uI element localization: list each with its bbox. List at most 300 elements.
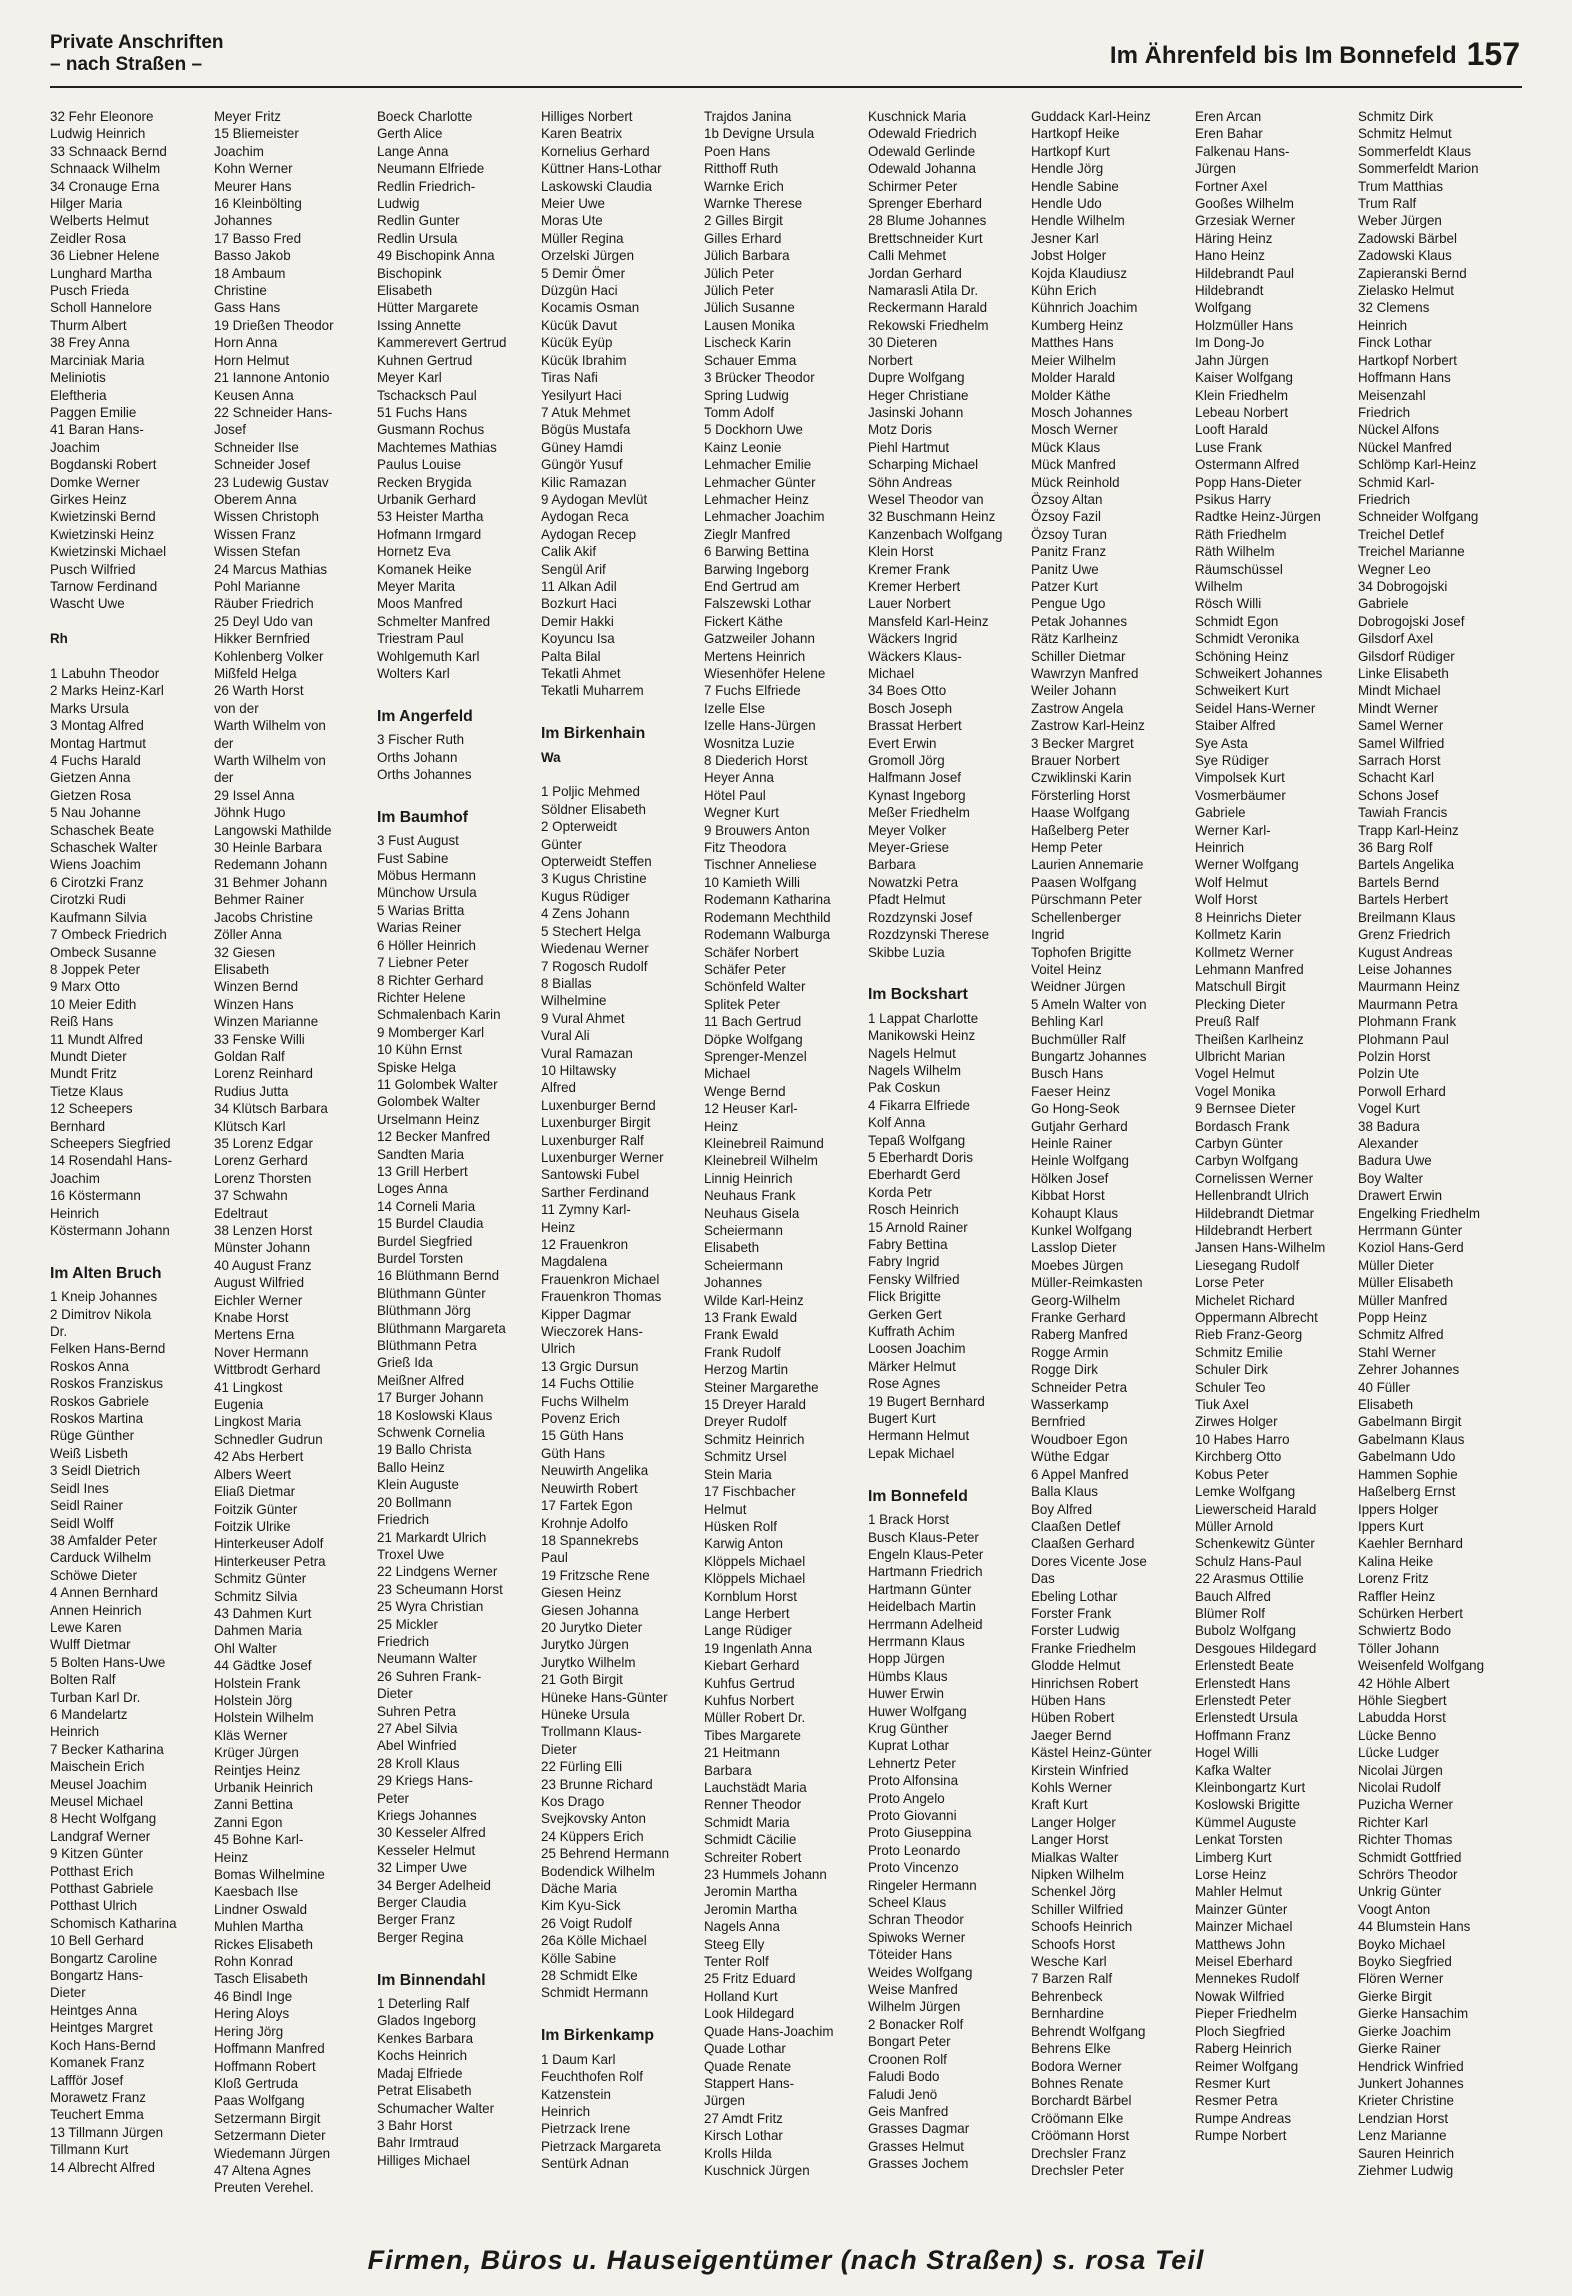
directory-entry: Erlenstedt Beate: [1194, 1658, 1294, 1674]
directory-entry: Blümer Rolf: [1194, 1605, 1265, 1621]
directory-entry: 44 Blumstein Hans: [1358, 1919, 1471, 1935]
directory-entry: Gierke Joachim: [1358, 2023, 1452, 2039]
directory-entry: Ritthoff Ruth: [704, 161, 779, 177]
directory-entry: Lindner Oswald: [213, 1901, 307, 1917]
directory-entry: Sprenger-Menzel: [704, 1048, 807, 1064]
directory-entry: 13 Grgic Dursun: [540, 1358, 639, 1374]
directory-entry: Zastrow Karl-Heinz: [1031, 718, 1146, 734]
directory-entry: Kohls Werner: [1031, 1780, 1113, 1795]
directory-entry: Luxenburger Birgit: [540, 1115, 651, 1131]
directory-entry: Luxenburger Ralf: [540, 1132, 644, 1148]
directory-entry: Czwiklinski Karin: [1031, 770, 1132, 786]
directory-entry: Schäfer Peter: [704, 961, 787, 977]
directory-entry: Tepaß Wolfgang: [867, 1132, 966, 1148]
directory-entry: Hoffmann Franz: [1194, 1727, 1291, 1743]
directory-entry: Kainz Leonie: [704, 439, 782, 455]
directory-entry: Eren Bahar: [1194, 126, 1263, 142]
directory-entry: Meißner Alfred: [377, 1372, 465, 1388]
directory-entry: Finck Lothar: [1358, 335, 1433, 351]
directory-entry: Michael: [867, 666, 914, 681]
directory-entry: 17 Basso Fred: [213, 230, 301, 246]
directory-entry: Stahl Werner: [1358, 1344, 1437, 1360]
directory-entry: Wolf Helmut: [1194, 874, 1268, 890]
directory-entry: Barbara: [704, 1762, 752, 1778]
directory-entry: Kenkes Barbara: [377, 2030, 474, 2046]
directory-entry: Izelle Hans-Jürgen: [704, 718, 816, 734]
directory-entry: Hinrichsen Robert: [1031, 1675, 1139, 1691]
directory-entry: Holstein Wilhelm: [213, 1710, 314, 1726]
directory-entry: Warnke Therese: [704, 196, 803, 212]
directory-entry: Franke Gerhard: [1031, 1310, 1126, 1326]
directory-entry: Sauren Heinrich: [1358, 2145, 1455, 2161]
directory-entry: Elisabeth: [1358, 1397, 1414, 1413]
directory-column: [1031, 108, 1189, 2198]
directory-entry: Tomm Adolf: [704, 404, 775, 420]
directory-entry: 8 Joppek Peter: [50, 961, 141, 977]
directory-entry: Hüsken Rolf: [704, 1518, 778, 1534]
directory-entry: Paul: [540, 1550, 568, 1566]
directory-entry: Liewerscheid Harald: [1194, 1501, 1317, 1517]
directory-entry: Keusen Anna: [213, 387, 294, 403]
directory-entry: Proto Alfonsina: [867, 1773, 958, 1789]
directory-entry: Breilmann Klaus: [1358, 909, 1456, 925]
directory-entry: Theißen Karlheinz: [1194, 1031, 1304, 1047]
directory-entry: Cröömann Horst: [1031, 2128, 1130, 2144]
directory-entry: 19 Bugert Bernhard: [867, 1393, 985, 1409]
street-subheading: Rh: [50, 631, 68, 647]
directory-entry: Krohnje Adolfo: [540, 1515, 628, 1531]
directory-entry: 26 Voigt Rudolf: [540, 1915, 632, 1931]
directory-entry: Kleinebreil Wilhelm: [704, 1153, 819, 1169]
directory-entry: Räumschüssel: [1194, 561, 1283, 577]
directory-entry: Schönfeld Walter: [704, 979, 806, 995]
directory-entry: 1 Labuhn Theodor: [50, 666, 160, 681]
directory-entry: Molder Käthe: [1031, 387, 1111, 403]
directory-entry: Kornblum Horst: [704, 1588, 798, 1604]
directory-entry: Vural Ali: [540, 1028, 590, 1044]
directory-entry: Goldan Ralf: [213, 1048, 285, 1064]
directory-entry: Forster Frank: [1031, 1605, 1112, 1621]
directory-entry: Eleftheria: [50, 387, 107, 403]
directory-entry: Dreyer Rudolf: [704, 1414, 787, 1430]
directory-entry: Jansen Hans-Wilhelm: [1194, 1240, 1326, 1256]
directory-entry: [541, 766, 696, 783]
directory-entry: Wasserkamp: [1031, 1397, 1109, 1413]
directory-entry: Morawetz Franz: [50, 2089, 146, 2105]
directory-entry: Kobus Peter: [1194, 1466, 1269, 1482]
directory-entry: Fensky Wilfried: [867, 1271, 960, 1287]
directory-entry: Müller-Reimkasten: [1031, 1275, 1143, 1291]
directory-entry: Däche Maria: [540, 1881, 617, 1897]
directory-entry: Schirmer Peter: [867, 178, 958, 194]
directory-entry: Gabriele: [1358, 596, 1410, 612]
directory-entry: Bartels Angelika: [1358, 857, 1455, 873]
directory-entry: Kläs Werner: [213, 1727, 287, 1743]
directory-entry: Tasch Elisabeth: [213, 1971, 308, 1987]
directory-entry: Kollmetz Werner: [1194, 944, 1294, 960]
directory-entry: Laurien Annemarie: [1031, 857, 1144, 873]
directory-entry: Im Dong-Jo: [1194, 335, 1265, 351]
directory-entry: 3 Brücker Theodor: [704, 370, 815, 386]
directory-entry: Trum Matthias: [1358, 178, 1444, 194]
directory-entry: Blüthmann Margareta: [377, 1320, 506, 1336]
directory-entry: Schulz Hans-Paul: [1194, 1553, 1302, 1569]
directory-entry: Gerken Gert: [867, 1306, 942, 1322]
directory-entry: Heinle Rainer: [1031, 1135, 1113, 1151]
directory-entry: Schweikert Johannes: [1194, 666, 1323, 681]
directory-entry: Frauenkron Thomas: [540, 1289, 661, 1305]
directory-entry: Pfadt Helmut: [867, 892, 946, 908]
directory-entry: Kohn Werner: [213, 161, 293, 177]
directory-entry: Petak Johannes: [1031, 613, 1128, 629]
directory-entry: Recken Brygida: [377, 474, 472, 490]
directory-entry: Nagels Helmut: [867, 1045, 956, 1061]
directory-entry: Wäckers Klaus-: [867, 648, 962, 664]
directory-entry: Klütsch Karl: [213, 1118, 285, 1134]
directory-entry: Marciniak Maria: [50, 352, 145, 368]
header-rule: [50, 86, 1522, 88]
directory-entry: Gass Hans: [213, 300, 280, 316]
directory-entry: Paasen Wolfgang: [1031, 874, 1137, 890]
directory-entry: 3 Seidl Dietrich: [50, 1463, 141, 1479]
directory-entry: Meyer Fritz: [213, 109, 281, 124]
directory-column: [704, 108, 862, 2198]
directory-entry: Meusel Michael: [50, 1794, 144, 1809]
directory-entry: Edeltraut: [213, 1205, 268, 1221]
directory-entry: 1 Daum Karl: [540, 2051, 616, 2067]
directory-entry: 34 Dobrogojski: [1358, 578, 1448, 594]
directory-entry: Meusel Joachim: [50, 1776, 147, 1792]
directory-entry: Kunkel Wolfgang: [1031, 1223, 1133, 1238]
directory-entry: 44 Gädtke Josef: [213, 1658, 312, 1674]
directory-entry: Klein Horst: [867, 544, 934, 560]
directory-entry: Namarasli Atila Dr.: [867, 283, 978, 299]
directory-entry: Zehrer Johannes: [1358, 1362, 1460, 1378]
directory-entry: Glodde Helmut: [1031, 1658, 1121, 1674]
directory-entry: Tillmann Kurt: [50, 2142, 129, 2158]
directory-entry: Jasinski Johann: [867, 404, 964, 420]
directory-entry: Bosch Joseph: [867, 700, 952, 716]
directory-entry: 8 Richter Gerhard: [377, 972, 484, 988]
directory-entry: Horn Helmut: [213, 352, 289, 368]
directory-entry: Schreiter Robert: [704, 1849, 802, 1865]
directory-entry: Mosch Werner: [1031, 422, 1119, 438]
directory-entry: Tarnow Ferdinand: [50, 578, 158, 594]
directory-entry: Tawiah Francis: [1358, 805, 1448, 821]
directory-entry: Voogt Anton: [1358, 1901, 1431, 1917]
directory-entry: 3 Montag Alfred: [50, 718, 144, 734]
directory-entry: Heidelbach Martin: [867, 1599, 976, 1615]
directory-entry: Wosnitza Luzie: [704, 735, 795, 751]
directory-entry: Felken Hans-Bernd: [50, 1341, 166, 1357]
directory-entry: Lingkost Maria: [213, 1414, 301, 1430]
directory-entry: Wiedemann Jürgen: [213, 2145, 330, 2161]
directory-entry: Loosen Joachim: [867, 1341, 966, 1357]
directory-entry: Calli Mehmet: [867, 248, 946, 264]
directory-entry: 4 Fikarra Elfriede: [867, 1097, 970, 1113]
directory-entry: Müller Elisabeth: [1358, 1275, 1454, 1291]
directory-entry: Domke Werner: [50, 474, 140, 490]
directory-entry: Köstermann Johann: [50, 1223, 170, 1238]
directory-entry: Mainzer Günter: [1194, 1901, 1288, 1917]
directory-entry: Hartmann Friedrich: [867, 1564, 983, 1580]
directory-entry: Lasslop Dieter: [1031, 1240, 1117, 1256]
directory-entry: Bohnes Renate: [1031, 2075, 1124, 2091]
directory-entry: Kesseler Helmut: [377, 1842, 476, 1858]
directory-entry: Luxenburger Werner: [540, 1149, 664, 1165]
directory-entry: Potthast Gabriele: [50, 1881, 154, 1897]
directory-entry: Renner Theodor: [704, 1797, 802, 1813]
directory-entry: der: [213, 735, 233, 751]
directory-entry: Treichel Detlef: [1358, 526, 1445, 542]
directory-entry: 8 Hecht Wolfgang: [50, 1811, 157, 1827]
directory-entry: Das: [1031, 1571, 1056, 1587]
directory-entry: Hermann Helmut: [867, 1428, 969, 1444]
directory-entry: 7 Atuk Mehmet: [540, 404, 630, 420]
directory-entry: 33 Schnaack Bernd: [50, 143, 167, 159]
directory-entry: Gierke Rainer: [1358, 2041, 1442, 2057]
directory-entry: 22 Lindgens Werner: [377, 1564, 498, 1580]
directory-entry: Behrens Elke: [1031, 2041, 1111, 2057]
directory-entry: 24 Marcus Mathias: [213, 561, 327, 577]
directory-entry: 9 Bernsee Dieter: [1194, 1101, 1296, 1117]
directory-entry: Winzen Marianne: [213, 1014, 318, 1030]
directory-entry: Lehmann Manfred: [1194, 961, 1304, 977]
directory-entry: Carduck Wilhelm: [50, 1550, 152, 1566]
directory-entry: Zeidler Rosa: [50, 230, 126, 246]
directory-entry: Försterling Horst: [1031, 787, 1131, 803]
directory-entry: Hering Aloys: [213, 2006, 289, 2022]
directory-entry: Schnedler Gudrun: [213, 1431, 323, 1447]
directory-entry: Heyer Anna: [704, 770, 775, 786]
directory-entry: Meyer-Griese: [867, 840, 949, 856]
directory-entry: 10 Meier Edith: [50, 996, 137, 1012]
directory-entry: Möbus Hermann: [377, 868, 477, 884]
directory-entry: Hinterkeuser Petra: [213, 1553, 326, 1569]
directory-entry: Mundt Fritz: [50, 1066, 117, 1082]
directory-entry: 26 Suhren Frank-: [377, 1668, 482, 1684]
directory-entry: Skibbe Luzia: [867, 944, 945, 960]
directory-entry: Eugenia: [213, 1397, 263, 1413]
directory-entry: Urbanik Gerhard: [377, 491, 477, 507]
directory-entry: 2 Opterweidt: [540, 819, 617, 835]
directory-entry: Madaj Elfriede: [377, 2065, 463, 2081]
directory-entry: 2 Bonacker Rolf: [867, 2016, 964, 2032]
directory-entry: [868, 1462, 1023, 1479]
directory-entry: Samel Wilfried: [1358, 735, 1445, 751]
directory-entry: 10 Habes Harro: [1194, 1431, 1290, 1447]
directory-entry: Bungartz Johannes: [1031, 1048, 1147, 1064]
directory-entry: Meier Uwe: [540, 196, 605, 212]
directory-entry: 6 Appel Manfred: [1031, 1466, 1129, 1482]
directory-entry: Looft Harald: [1194, 422, 1268, 438]
directory-entry: Lücke Ludger: [1358, 1745, 1440, 1761]
directory-entry: Neuwirth Angelika: [540, 1463, 648, 1479]
directory-entry: 1 Lappat Charlotte: [867, 1010, 978, 1026]
directory-entry: Mißfeld Helga: [213, 666, 297, 681]
directory-entry: 9 Marx Otto: [50, 979, 120, 995]
directory-entry: Albers Weert: [213, 1466, 291, 1482]
directory-entry: Rodemann Katharina: [704, 892, 831, 908]
directory-entry: Luxenburger Bernd: [540, 1097, 656, 1113]
directory-entry: Redlin Gunter: [377, 213, 460, 229]
directory-entry: Glados Ingeborg: [377, 2013, 477, 2029]
directory-entry: Foitzik Günter: [213, 1501, 297, 1517]
directory-entry: Kumberg Heinz: [1031, 317, 1124, 333]
directory-entry: Gierke Birgit: [1358, 1988, 1433, 2004]
directory-entry: Vimpolsek Kurt: [1194, 770, 1285, 786]
directory-entry: Kümmel Auguste: [1194, 1814, 1297, 1830]
directory-entry: 3 Bahr Horst: [377, 2117, 453, 2133]
directory-entry: Jahn Jürgen: [1194, 352, 1269, 368]
directory-entry: Hendrick Winfried: [1358, 2058, 1465, 2074]
directory-entry: Hering Jörg: [213, 2023, 283, 2039]
directory-entry: Gusmann Rochus: [377, 422, 485, 438]
directory-entry: Rodemann Mechthild: [704, 909, 831, 925]
directory-entry: Scheepers Siegfried: [50, 1135, 171, 1151]
directory-entry: Bernhard: [50, 1118, 106, 1134]
directory-entry: Ziehmer Ludwig: [1358, 2162, 1454, 2178]
directory-entry: Frauenkron Michael: [540, 1271, 659, 1287]
directory-entry: Balla Klaus: [1031, 1484, 1099, 1500]
directory-entry: Schneider Wolfgang: [1358, 509, 1479, 525]
directory-entry: Dahmen Maria: [213, 1623, 302, 1639]
directory-entry: Komanek Heike: [377, 561, 472, 577]
directory-entry: 5 Bolten Hans-Uwe: [50, 1654, 166, 1670]
directory-entry: Hildebrandt Herbert: [1194, 1223, 1312, 1238]
directory-entry: 46 Bindl Inge: [213, 1988, 292, 2004]
directory-entry: Hellenbrandt Ulrich: [1194, 1188, 1309, 1204]
directory-entry: Heinrich: [1194, 840, 1245, 856]
directory-entry: Urbanik Heinrich: [213, 1780, 313, 1795]
directory-entry: Matthews John: [1194, 1936, 1285, 1952]
directory-entry: 32 Limper Uwe: [377, 1860, 468, 1876]
directory-entry: Hümbs Klaus: [867, 1668, 948, 1684]
directory-entry: Bolten Ralf: [50, 1672, 116, 1688]
directory-entry: Geis Manfred: [867, 2103, 949, 2119]
directory-entry: Kästel Heinz-Günter: [1031, 1745, 1152, 1761]
directory-entry: Meurer Hans: [213, 178, 291, 194]
directory-entry: 8 Biallas: [540, 975, 592, 991]
directory-entry: Lorenz Thorsten: [213, 1170, 311, 1186]
directory-entry: 36 Barg Rolf: [1358, 840, 1433, 856]
directory-entry: Lehmacher Joachim: [704, 509, 825, 525]
directory-entry: Moras Ute: [540, 213, 603, 229]
directory-entry: Jöhnk Hugo: [213, 805, 286, 821]
directory-entry: Preuten Verehel.: [213, 2180, 314, 2196]
directory-entry: Rumpe Andreas: [1194, 2110, 1291, 2126]
directory-entry: 1 Kneip Johannes: [50, 1289, 158, 1305]
directory-entry: Ippers Holger: [1358, 1501, 1439, 1517]
directory-entry: Kos Drago: [540, 1794, 604, 1809]
directory-entry: 12 Scheepers: [50, 1101, 133, 1117]
directory-entry: Trajdos Janina: [704, 109, 792, 124]
directory-entry: Märker Helmut: [867, 1358, 956, 1374]
directory-entry: Neuhaus Frank: [704, 1188, 796, 1204]
directory-entry: 35 Lorenz Edgar: [213, 1135, 313, 1151]
directory-entry: Paggen Emilie: [50, 404, 137, 420]
directory-entry: Wilde Karl-Heinz: [704, 1292, 804, 1308]
directory-entry: 9 Vural Ahmet: [540, 1010, 625, 1026]
directory-entry: Woudboer Egon: [1031, 1431, 1128, 1447]
directory-entry: Cröömann Elke: [1031, 2110, 1124, 2126]
directory-entry: 34 Boes Otto: [867, 683, 946, 699]
directory-entry: 27 Amdt Fritz: [704, 2110, 784, 2126]
directory-entry: Behrendt Wolfgang: [1031, 2023, 1146, 2039]
directory-entry: Hartkopf Norbert: [1358, 352, 1458, 368]
directory-entry: Roskos Martina: [50, 1411, 144, 1427]
directory-entry: Langer Horst: [1031, 1832, 1109, 1848]
directory-entry: Schiller Dietmar: [1031, 648, 1126, 664]
directory-entry: Heinrich: [1358, 317, 1408, 333]
directory-entry: Ringeler Hermann: [867, 1877, 977, 1893]
directory-entry: 9 Kitzen Günter: [50, 1846, 144, 1862]
directory-entry: Nagels Anna: [704, 1919, 781, 1935]
directory-entry: Seidl Rainer: [50, 1498, 123, 1514]
directory-entry: Hofmann Irmgard: [377, 526, 482, 542]
directory-entry: Wolters Karl: [377, 666, 450, 681]
directory-entry: Rätz Karlheinz: [1031, 631, 1119, 647]
directory-entry: Haßelberg Ernst: [1358, 1484, 1456, 1500]
directory-entry: 5 Dockhorn Uwe: [704, 422, 804, 438]
directory-entry: Poen Hans: [704, 143, 771, 159]
directory-entry: 16 Blüthmann Bernd: [377, 1268, 500, 1284]
directory-entry: Barbara: [867, 857, 916, 873]
directory-entry: 7 Rogosch Rudolf: [540, 958, 648, 974]
directory-entry: Redlin Friedrich-: [377, 178, 476, 194]
directory-entry: Ostermann Alfred: [1194, 457, 1300, 473]
directory-entry: Hikker Bernfried: [213, 631, 310, 647]
directory-entry: Koch Hans-Bernd: [50, 2037, 156, 2053]
directory-entry: Schmitz Günter: [213, 1571, 306, 1587]
directory-entry: Werner Karl-: [1194, 822, 1271, 838]
directory-entry: Setzermann Dieter: [213, 2128, 326, 2144]
directory-entry: 26a Kölle Michael: [540, 1933, 647, 1949]
directory-entry: Kloß Gertruda: [213, 2075, 298, 2091]
directory-entry: Magdalena: [540, 1254, 607, 1270]
directory-entry: Kücük Davut: [540, 317, 617, 333]
directory-entry: 5 Warias Britta: [377, 902, 465, 918]
directory-entry: Söhn Andreas: [867, 474, 952, 490]
directory-entry: Herrmann Adelheid: [867, 1616, 983, 1632]
directory-entry: Jobst Holger: [1031, 248, 1107, 264]
directory-entry: Limberg Kurt: [1194, 1849, 1272, 1865]
directory-entry: Johannes: [704, 1275, 763, 1291]
directory-entry: Hildebrandt Paul: [1194, 265, 1294, 281]
directory-entry: Christine: [213, 283, 267, 299]
directory-entry: 4 Zens Johann: [540, 906, 630, 922]
directory-entry: 15 Bliemeister: [213, 126, 299, 142]
directory-entry: Schmitz Emilie: [1194, 1344, 1283, 1360]
directory-entry: Dr.: [50, 1324, 68, 1340]
directory-entry: Koyuncu Isa: [540, 631, 615, 647]
directory-entry: 25 Deyl Udo van: [213, 613, 313, 629]
directory-entry: Tiras Nafi: [540, 370, 598, 386]
directory-entry: Tietze Klaus: [50, 1083, 124, 1099]
directory-entry: Schlömp Karl-Heinz: [1358, 457, 1477, 473]
directory-entry: Özsoy Fazil: [1031, 509, 1102, 525]
directory-entry: Raberg Manfred: [1031, 1327, 1129, 1343]
directory-entry: Turban Karl Dr.: [50, 1689, 141, 1705]
directory-entry: Wäckers Ingrid: [867, 631, 958, 647]
directory-entry: Claaßen Gerhard: [1031, 1536, 1135, 1552]
directory-entry: Lorenz Gerhard: [213, 1153, 308, 1169]
directory-entry: Wenge Bernd: [704, 1083, 786, 1099]
directory-entry: Fickert Käthe: [704, 613, 784, 629]
directory-entry: Lenz Marianne: [1358, 2128, 1448, 2144]
directory-entry: 20 Jurytko Dieter: [540, 1619, 642, 1635]
directory-entry: Roskos Franziskus: [50, 1376, 164, 1392]
